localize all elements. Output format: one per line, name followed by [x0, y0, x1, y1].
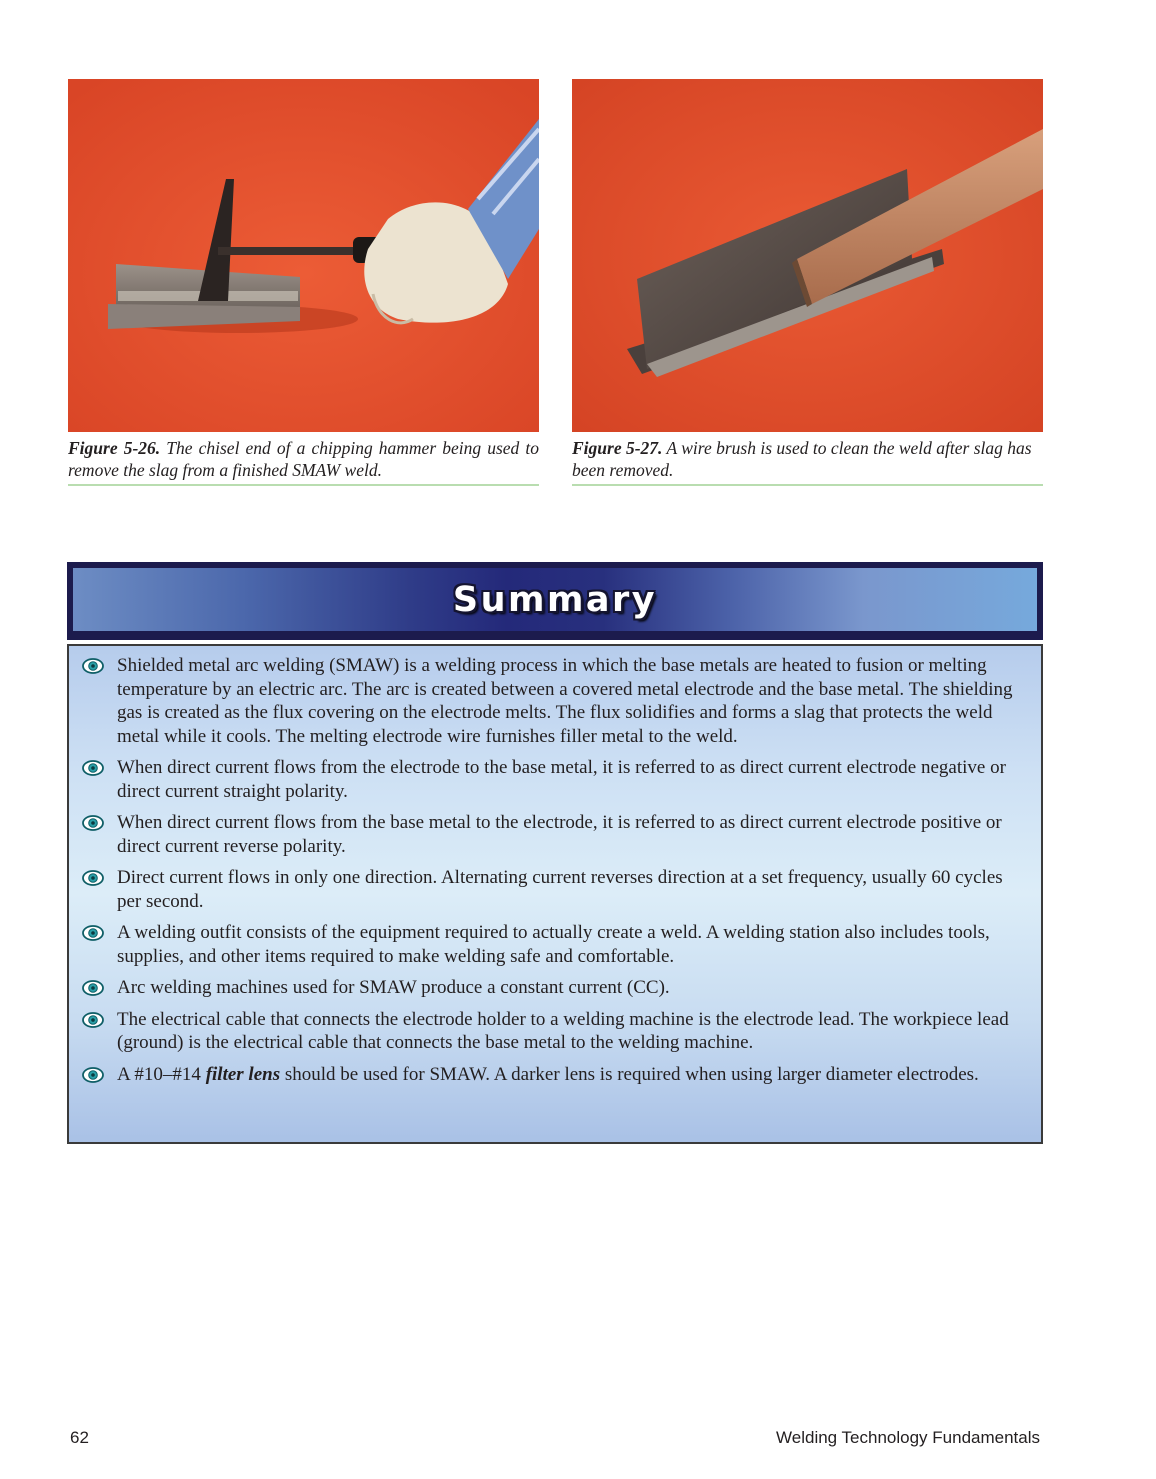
- eye-bullet-icon: [82, 760, 104, 776]
- wire-brush-photo: [572, 79, 1043, 432]
- summary-item: [79, 1008, 1021, 1055]
- summary-item: [79, 654, 1021, 748]
- summary-item: [79, 866, 1021, 913]
- summary-item: [79, 921, 1021, 968]
- figure-5-26: [68, 79, 539, 486]
- eye-bullet-icon: [82, 1067, 104, 1083]
- eye-bullet-icon: [82, 870, 104, 886]
- summary-body: [67, 644, 1043, 1144]
- chipping-hammer-photo: [68, 79, 539, 432]
- summary-header-band: [73, 568, 1037, 631]
- eye-bullet-icon: [82, 1012, 104, 1028]
- book-title: Welding Technology Fundamentals: [776, 1428, 1040, 1447]
- summary-item: [79, 976, 1021, 1000]
- summary-item-text: Arc welding machines used for SMAW produce a constant current (CC).: [117, 977, 670, 998]
- summary-item-text: When direct current flows from the base metal to the electrode, it is referred to as direct current electrode positive or direct current reverse polarity.: [117, 812, 1002, 857]
- summary-item: [79, 756, 1021, 803]
- figure-5-27: [572, 79, 1043, 486]
- summary-item: [79, 811, 1021, 858]
- figure-label: Figure 5-26.: [68, 438, 161, 458]
- summary-item-text: Direct current flows in only one direction. Alternating current reverses direction at a set frequency, usually 60 cycles per second.: [117, 867, 1003, 912]
- summary-header: [67, 562, 1043, 640]
- summary-item-text-pre: A #10–#14: [117, 1063, 206, 1085]
- summary-item-text-post: should be used for SMAW. A darker lens is required when using larger diameter electrodes.: [280, 1063, 979, 1085]
- figure-caption: [68, 437, 539, 486]
- summary-item: [79, 1063, 1021, 1087]
- summary-item-text: A welding outfit consists of the equipment required to actually create a weld. A welding station also includes tools, supplies, and other items required to make welding safe and comfortable.: [117, 922, 990, 967]
- figure-caption-text: A wire brush is used to clean the weld after slag has been removed.: [572, 438, 1032, 480]
- summary-item-text: Shielded metal arc welding (SMAW) is a welding process in which the base metals are heated to fusion or melting temperature by an electric arc. The arc is created between a covered metal electrode and the base metal. The shielding gas is created as the flux covering on the electrode melts. The flux solidifies and forms a slag that protects the weld metal while it cools. The melting electrode wire furnishes filler metal to the weld.: [117, 655, 1013, 747]
- eye-bullet-icon: [82, 658, 104, 674]
- summary-title: Summary: [452, 580, 658, 620]
- page-number: 62: [70, 1428, 89, 1447]
- figure-caption: [572, 437, 1043, 486]
- filter-lens-term: filter lens: [205, 1063, 281, 1085]
- summary-box: [67, 562, 1043, 1144]
- eye-bullet-icon: [82, 980, 104, 996]
- figure-label: Figure 5-27.: [572, 438, 663, 458]
- summary-list: [69, 646, 1041, 1086]
- eye-bullet-icon: [82, 925, 104, 941]
- summary-item-text: The electrical cable that connects the electrode holder to a welding machine is the electrode lead. The workpiece lead (ground) is the electrical cable that connects the base metal to the welding machine.: [117, 1008, 1009, 1053]
- eye-bullet-icon: [82, 815, 104, 831]
- summary-item-text: When direct current flows from the electrode to the base metal, it is referred to as direct current electrode negative or direct current straight polarity.: [117, 757, 1006, 802]
- figure-caption-text: The chisel end of a chipping hammer being used to remove the slag from a finished SMAW weld.: [68, 438, 539, 480]
